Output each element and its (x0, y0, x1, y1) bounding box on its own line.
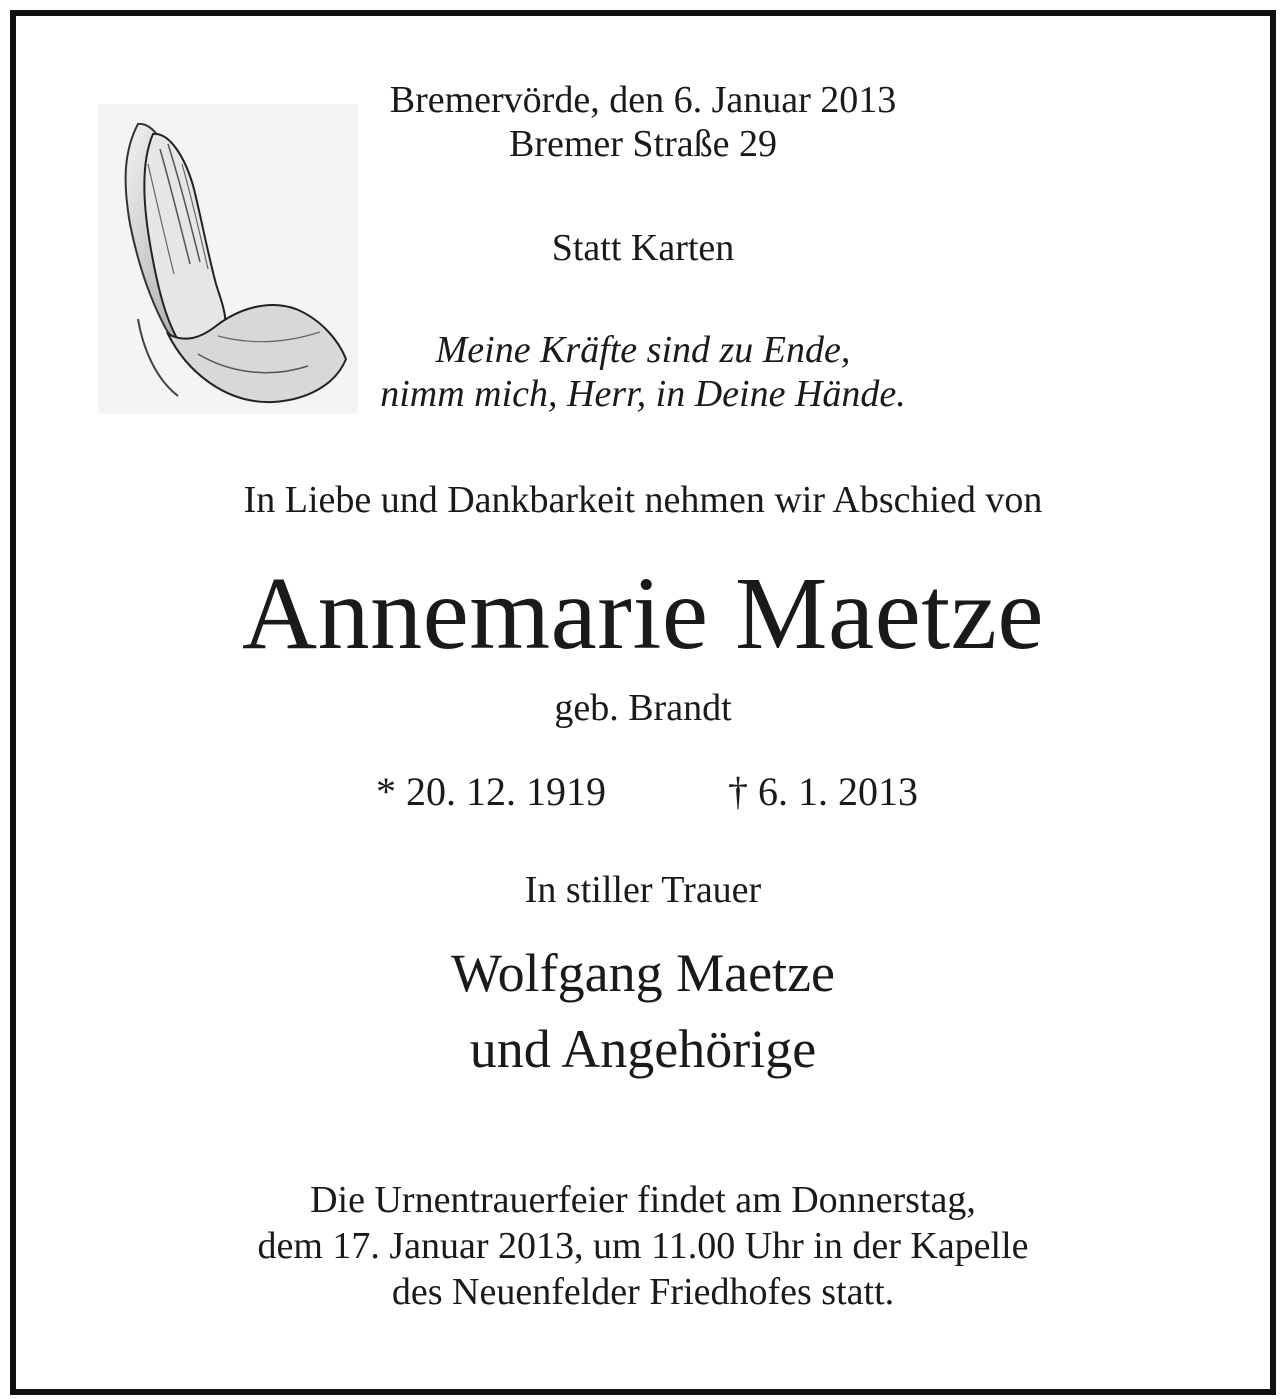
verse-line-1: Meine Kräfte sind zu Ende, (435, 329, 851, 371)
verse-line-2: nimm mich, Herr, in Deine Hände. (380, 373, 906, 415)
ceremony-line-1: Die Urnentrauerfeier findet am Donnerstag, (310, 1179, 976, 1221)
mourning-intro: In stiller Trauer (524, 869, 762, 911)
ceremony-line-2: dem 17. Januar 2013, um 11.00 Uhr in der Kapelle (257, 1225, 1029, 1267)
deceased-name: Annemarie Maetze (241, 556, 1044, 671)
statt-karten: Statt Karten (551, 227, 735, 269)
mourner-relatives: und Angehörige (469, 1019, 817, 1079)
obituary-notice (10, 10, 1276, 1395)
maiden-name: geb. Brandt (554, 687, 732, 729)
farewell-intro: In Liebe und Dankbarkeit nehmen wir Abschied von (243, 479, 1043, 521)
address: Bremer Straße 29 (508, 123, 778, 165)
birth-date: * 20. 12. 1919 (376, 769, 606, 814)
mourner-name: Wolfgang Maetze (451, 943, 835, 1003)
death-date: † 6. 1. 2013 (728, 769, 918, 814)
ceremony-line-3: des Neuenfelder Friedhofes statt. (391, 1271, 895, 1313)
place-date: Bremervörde, den 6. Januar 2013 (389, 79, 897, 121)
